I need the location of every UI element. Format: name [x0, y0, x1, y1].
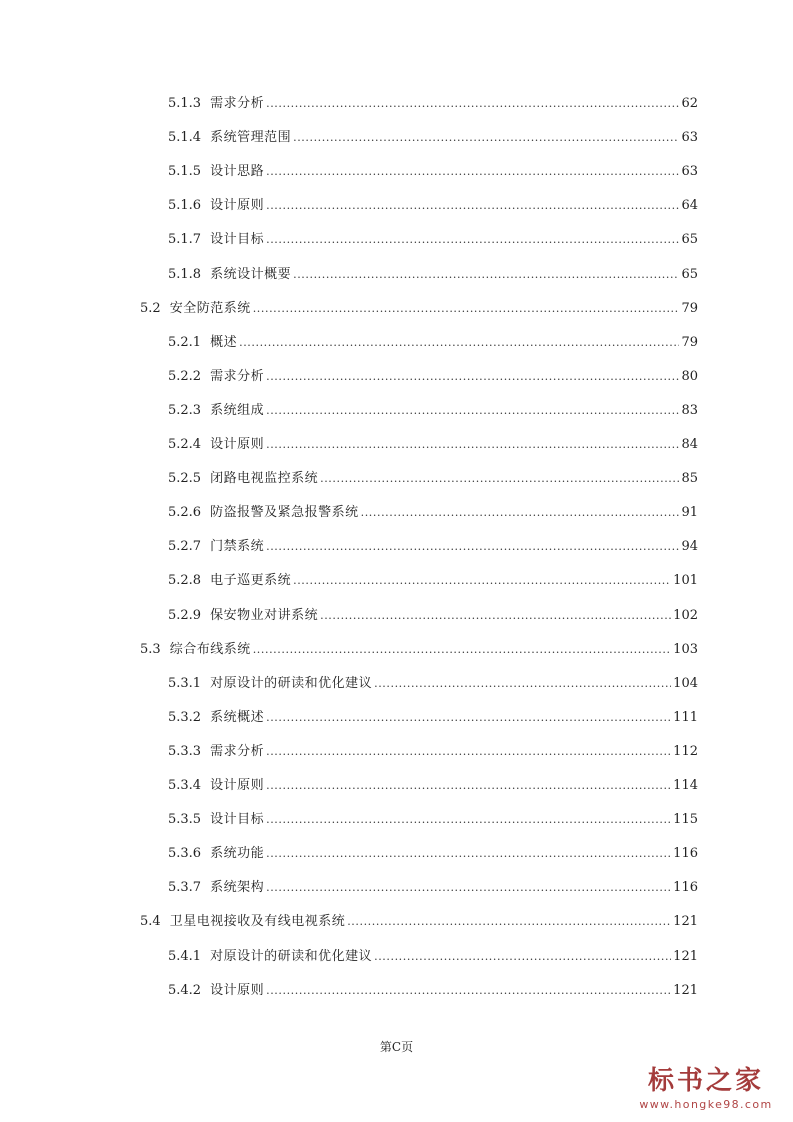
toc-entry[interactable]	[168, 537, 698, 557]
toc-dot-leader	[293, 265, 679, 285]
toc-entry-page-number: 114	[673, 778, 698, 793]
toc-entry-page-number: 121	[673, 914, 698, 929]
toc-entry[interactable]	[168, 94, 698, 114]
toc-entry-number: 5.3.5	[168, 812, 202, 827]
toc-entry-title: 闭路电视监控系统	[210, 471, 319, 486]
toc-entry-number: 5.1.5	[168, 164, 202, 179]
toc-dot-leader	[266, 844, 671, 864]
toc-entry[interactable]	[168, 196, 698, 216]
toc-entry-title: 设计目标	[210, 232, 265, 247]
toc-entry-number: 5.1.7	[168, 232, 202, 247]
toc-entry-title: 综合布线系统	[169, 642, 251, 657]
toc-entry[interactable]	[168, 708, 698, 728]
toc-entry-number: 5.2.2	[168, 369, 202, 384]
toc-entry-title: 设计原则	[210, 983, 265, 998]
toc-dot-leader	[253, 640, 671, 660]
toc-entry-page-number: 116	[673, 846, 698, 861]
toc-entry-number: 5.1.4	[168, 130, 202, 145]
toc-dot-leader	[266, 367, 679, 387]
toc-entry-page-number: 80	[681, 369, 698, 384]
toc-entry-page-number: 79	[681, 335, 698, 350]
toc-entry-title: 系统架构	[210, 880, 265, 895]
toc-entry-number: 5.4.1	[168, 949, 202, 964]
toc-entry[interactable]	[168, 162, 698, 182]
toc-entry-page-number: 63	[681, 164, 698, 179]
toc-entry-title: 需求分析	[210, 744, 265, 759]
toc-entry-number: 5.2.5	[168, 471, 202, 486]
toc-entry-title: 概述	[210, 335, 238, 350]
toc-entry[interactable]	[168, 435, 698, 455]
toc-entry-page-number: 65	[681, 267, 698, 282]
toc-dot-leader	[239, 333, 679, 353]
toc-dot-leader	[253, 299, 680, 319]
toc-entry-title: 系统设计概要	[210, 267, 292, 282]
toc-entry[interactable]	[168, 878, 698, 898]
toc-entry-title: 对原设计的研读和优化建议	[210, 949, 373, 964]
toc-dot-leader	[266, 94, 679, 114]
toc-entry[interactable]	[140, 640, 698, 660]
toc-dot-leader	[266, 196, 679, 216]
toc-entry[interactable]	[168, 401, 698, 421]
toc-entry-page-number: 116	[673, 880, 698, 895]
toc-dot-leader	[266, 537, 679, 557]
toc-dot-leader	[266, 878, 671, 898]
toc-entry-number: 5.2.7	[168, 539, 202, 554]
toc-entry-page-number: 115	[673, 812, 698, 827]
toc-entry-page-number: 121	[673, 983, 698, 998]
toc-entry-number: 5.2.8	[168, 573, 202, 588]
toc-entry[interactable]	[168, 674, 698, 694]
toc-dot-leader	[266, 810, 671, 830]
toc-dot-leader	[374, 947, 671, 967]
toc-entry-number: 5.2.9	[168, 608, 202, 623]
toc-entry-page-number: 85	[681, 471, 698, 486]
toc-dot-leader	[347, 912, 671, 932]
toc-entry-number: 5.3.6	[168, 846, 202, 861]
toc-entry-title: 系统概述	[210, 710, 265, 725]
toc-entry-page-number: 65	[681, 232, 698, 247]
toc-dot-leader	[266, 742, 671, 762]
toc-entry-title: 设计原则	[210, 198, 265, 213]
watermark-text: 标书之家	[647, 1066, 764, 1096]
toc-entry-number: 5.3.1	[168, 676, 202, 691]
toc-entry[interactable]	[168, 742, 698, 762]
toc-entry-page-number: 94	[681, 539, 698, 554]
toc-dot-leader	[320, 606, 671, 626]
toc-dot-leader	[266, 401, 679, 421]
toc-entry-page-number: 102	[673, 608, 698, 623]
toc-entry-title: 门禁系统	[210, 539, 265, 554]
toc-dot-leader	[293, 128, 679, 148]
toc-dot-leader	[266, 776, 671, 796]
toc-entry[interactable]	[168, 503, 698, 523]
toc-dot-leader	[266, 708, 671, 728]
toc-entry-page-number: 79	[681, 301, 698, 316]
toc-entry-number: 5.3.7	[168, 880, 202, 895]
toc-entry-title: 系统功能	[210, 846, 265, 861]
toc-entry[interactable]	[168, 810, 698, 830]
toc-entry-number: 5.1.6	[168, 198, 202, 213]
toc-entry[interactable]	[168, 367, 698, 387]
toc-entry-page-number: 111	[673, 710, 698, 725]
watermark-logo	[631, 1064, 781, 1112]
toc-entry-number: 5.2.1	[168, 335, 202, 350]
toc-dot-leader	[320, 469, 679, 489]
toc-entry[interactable]	[168, 265, 698, 285]
toc-entry[interactable]	[140, 912, 698, 932]
toc-dot-leader	[266, 435, 679, 455]
toc-entry-page-number: 112	[673, 744, 698, 759]
toc-dot-leader	[266, 162, 679, 182]
toc-entry-number: 5.1.8	[168, 267, 202, 282]
toc-entry-title: 设计目标	[210, 812, 265, 827]
toc-entry-title: 系统管理范围	[210, 130, 292, 145]
toc-entry-page-number: 104	[673, 676, 698, 691]
toc-dot-leader	[266, 981, 671, 1001]
toc-entry-title: 对原设计的研读和优化建议	[210, 676, 373, 691]
toc-dot-leader	[361, 503, 680, 523]
toc-entry[interactable]	[168, 469, 698, 489]
toc-entry-page-number: 101	[673, 573, 698, 588]
toc-entry-page-number: 64	[681, 198, 698, 213]
page-number-footer: 第C页	[379, 1040, 414, 1054]
toc-entry-page-number: 103	[673, 642, 698, 657]
toc-entry-number: 5.4.2	[168, 983, 202, 998]
toc-entry-title: 需求分析	[210, 369, 265, 384]
toc-entry[interactable]	[168, 571, 698, 591]
toc-entry-page-number: 62	[681, 96, 698, 111]
toc-entry[interactable]	[168, 844, 698, 864]
toc-entry-number: 5.3.2	[168, 710, 202, 725]
toc-entry-number: 5.3.3	[168, 744, 202, 759]
toc-entry[interactable]	[168, 128, 698, 148]
toc-entry-number: 5.2	[140, 301, 161, 316]
toc-entry-title: 卫星电视接收及有线电视系统	[169, 914, 346, 929]
toc-entry[interactable]	[140, 299, 698, 319]
toc-entry-title: 系统组成	[210, 403, 265, 418]
toc-entry[interactable]	[168, 230, 698, 250]
toc-dot-leader	[374, 674, 671, 694]
toc-entry[interactable]	[168, 981, 698, 1001]
toc-entry-title: 电子巡更系统	[210, 573, 292, 588]
toc-entry-number: 5.2.6	[168, 505, 202, 520]
toc-entry-page-number: 84	[681, 437, 698, 452]
toc-entry-number: 5.2.3	[168, 403, 202, 418]
toc-entry-number: 5.1.3	[168, 96, 202, 111]
toc-dot-leader	[266, 230, 679, 250]
toc-entry-number: 5.4	[140, 914, 161, 929]
toc-entry-page-number: 91	[681, 505, 698, 520]
toc-entry-page-number: 83	[681, 403, 698, 418]
watermark-url: www.hongke98.com	[639, 1098, 773, 1111]
toc-entry-page-number: 63	[681, 130, 698, 145]
toc-entry[interactable]	[168, 947, 698, 967]
toc-entry-title: 安全防范系统	[169, 301, 251, 316]
toc-entry-title: 防盗报警及紧急报警系统	[210, 505, 359, 520]
toc-entry-title: 设计思路	[210, 164, 265, 179]
toc-entry[interactable]	[168, 333, 698, 353]
toc-entry-number: 5.2.4	[168, 437, 202, 452]
toc-entry-number: 5.3	[140, 642, 161, 657]
toc-dot-leader	[293, 571, 671, 591]
toc-entry-title: 设计原则	[210, 778, 265, 793]
toc-entry-number: 5.3.4	[168, 778, 202, 793]
toc-entry-title: 设计原则	[210, 437, 265, 452]
toc-entry-page-number: 121	[673, 949, 698, 964]
toc-entry[interactable]	[168, 606, 698, 626]
toc-entry-title: 需求分析	[210, 96, 265, 111]
toc-entry-title: 保安物业对讲系统	[210, 608, 319, 623]
toc-entry[interactable]	[168, 776, 698, 796]
